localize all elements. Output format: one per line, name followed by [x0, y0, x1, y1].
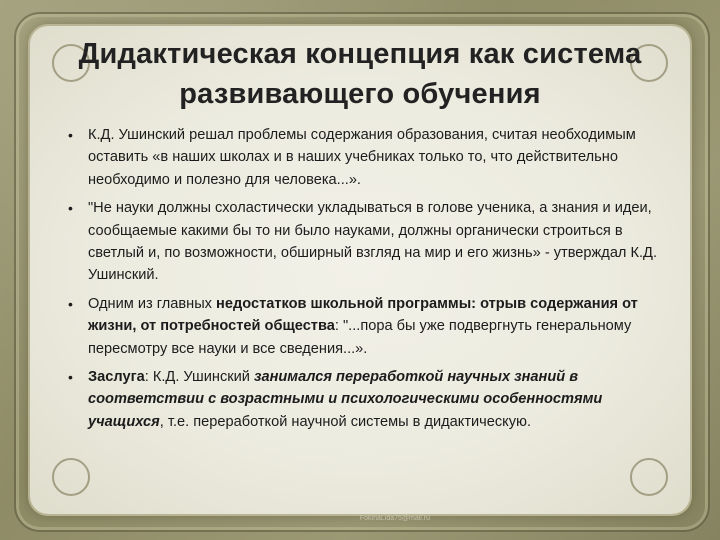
watermark: FokinaLida75@mail.ru: [359, 515, 430, 522]
item-text-bold: недостатков школьной программы: отрыв содержания от жизни, от потребностей общества: [88, 295, 638, 335]
item-text: К.Д. Ушинский решал проблемы содержания образования, считая необходимым оставить «в наших школах и в наших учебниках только то, что действительно необходимо и полезно для человека...».: [88, 127, 636, 188]
slide-title: [40, 34, 680, 114]
item-text-mid: : К.Д. Ушинский: [144, 369, 254, 386]
item-text-post: : "...пора бы уже подвергнуть генеральному пересмотру все науки и все сведения...».: [88, 318, 632, 357]
item-text-pre: Одним из главных: [88, 295, 217, 312]
item-text-bold-label: Заслуга: [88, 369, 145, 386]
title-line-2: развивающего обучения: [179, 78, 541, 110]
item-text-bold-italic: занимался переработкой научных знаний в соответствии с возрастными и психологическими особенностями учащихся: [88, 369, 603, 430]
item-text-post: , т.е. переработкой научной системы в дидактическую.: [159, 413, 532, 430]
item-text: "Не науки должны схоластически укладываться в голове ученика, а знания и идеи, сообщаемые какими бы то ни было науками, должны органически строиться в светлый и, по возможности, обширный взгляд на мир и его жизнь» - утверждал К.Д. Ушинский.: [88, 200, 657, 284]
corner-ornament: [52, 458, 90, 496]
list-item: [66, 124, 666, 191]
bullet-icon: •: [68, 369, 73, 386]
bullet-icon: •: [68, 200, 73, 217]
bullet-icon: •: [68, 127, 73, 143]
list-item: [66, 293, 666, 360]
list-item: [66, 366, 666, 433]
bullet-list: [66, 124, 666, 439]
list-item: [66, 197, 666, 287]
title-line-1: Дидактическая концепция как система: [78, 38, 642, 70]
corner-ornament: [630, 458, 668, 496]
bullet-icon: •: [68, 295, 73, 312]
